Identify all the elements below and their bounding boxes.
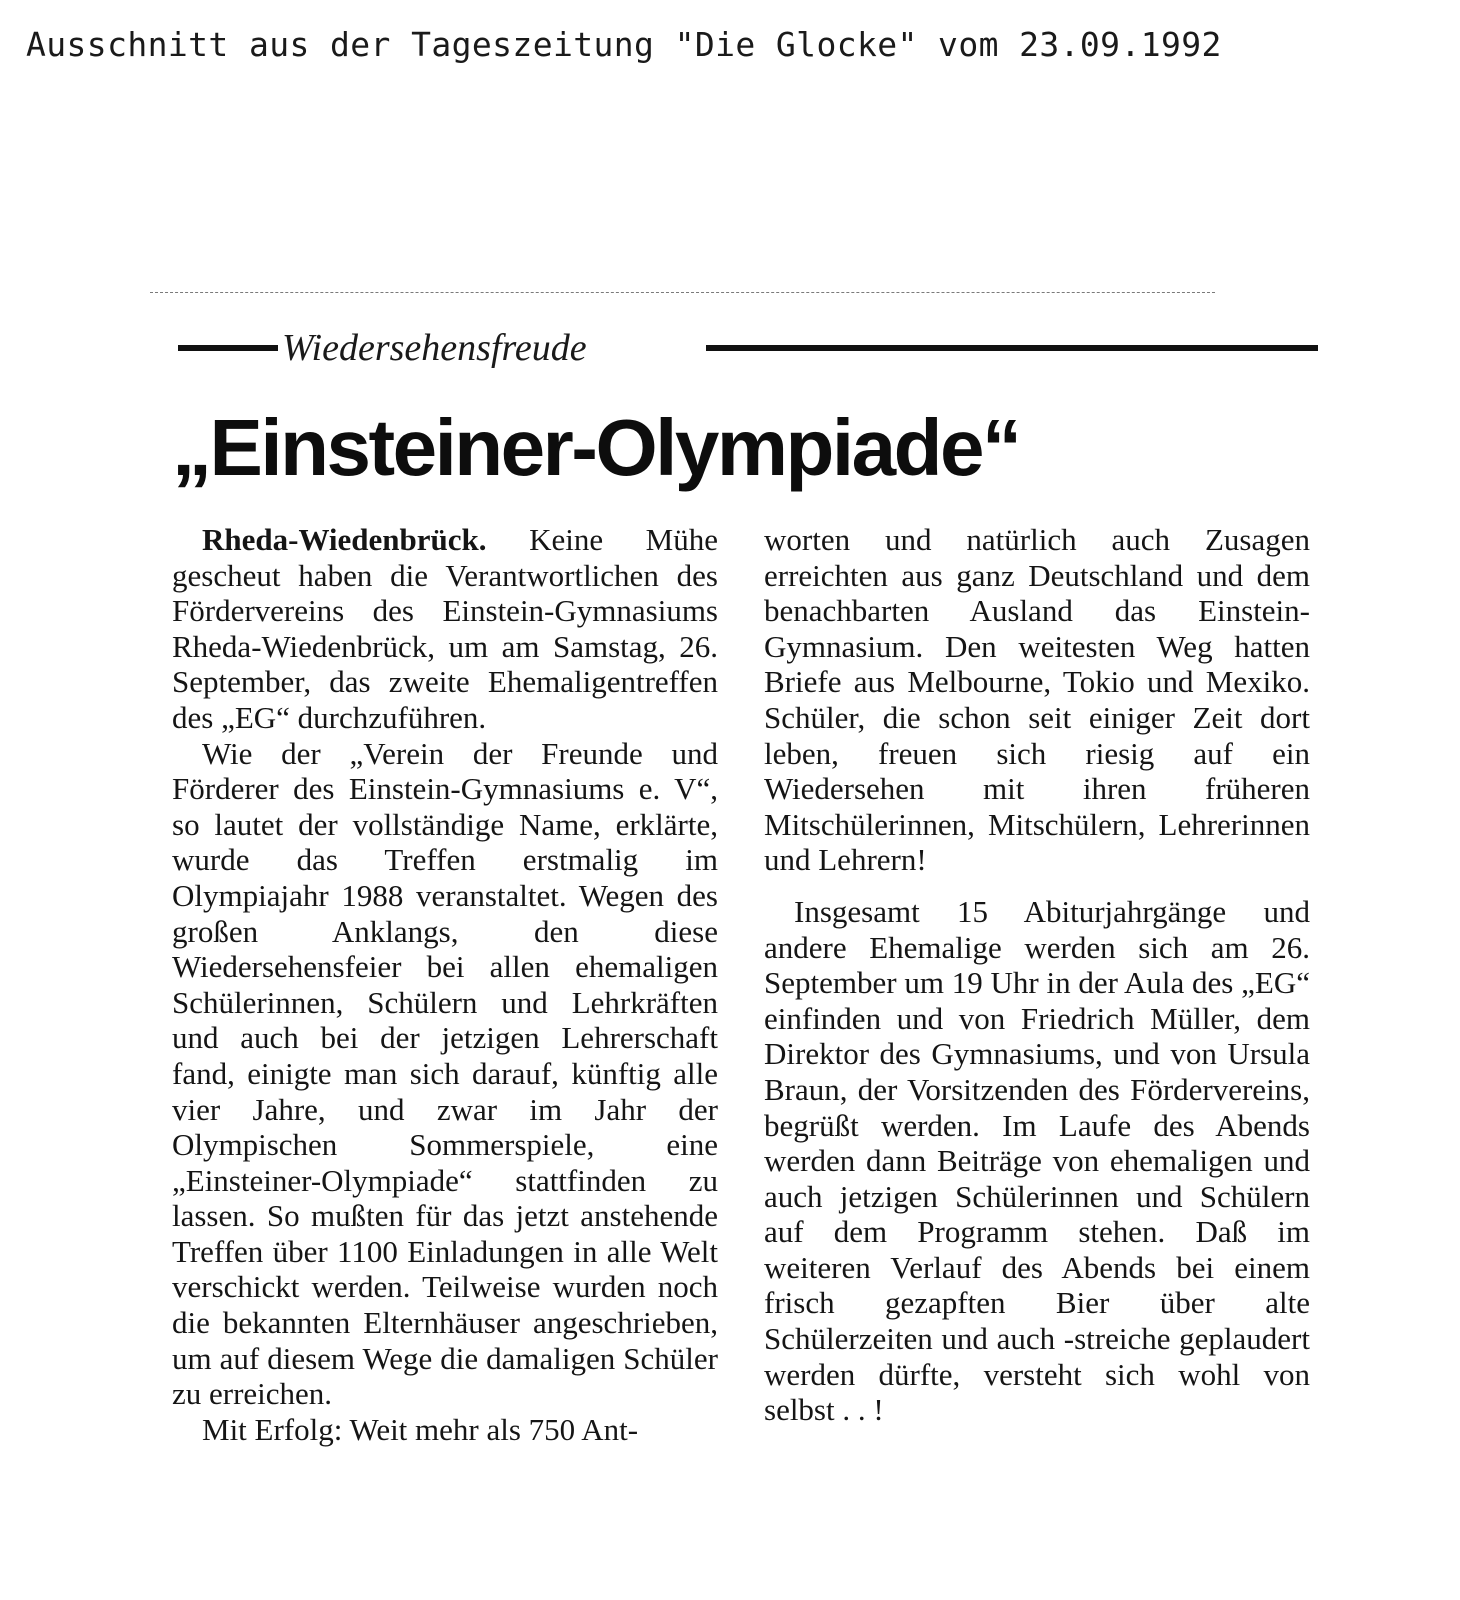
clipping-caption: Ausschnitt aus der Tageszeitung "Die Glocke" vom 23.09.1992 xyxy=(26,25,1222,64)
paragraph-3-start: Mit Erfolg: Weit mehr als 750 Ant- xyxy=(202,1411,639,1447)
paragraph-3-end: worten und natürlich auch Zusagen erreichten aus ganz Deutschland und dem benachbarten Ausland das Einstein-Gymnasium. Den weitesten Weg hatten Briefe aus Melbourne, Tokio und Mexiko. Schüler, die schon seit einiger Zeit dort leben, freuen sich riesig auf ein Wiedersehen mit ihren früheren Mitschülerinnen, Mitschülern, Lehrerinnen und Lehrern! xyxy=(764,522,1310,878)
top-divider xyxy=(150,292,1215,293)
kicker-rule-right xyxy=(706,345,1318,351)
article-column-left xyxy=(172,522,718,1447)
paragraph-4: Insgesamt 15 Abiturjahrgänge und andere Ehemalige werden sich am 26. September um 19 Uhr in der Aula des „EG“ einfinden und von Friedrich Müller, dem Direktor des Gymnasiums, und von Ursula Braun, der Vorsitzenden des Fördervereins, begrüßt werden. Im Laufe des Abends werden dann Beiträge von ehemaligen und auch jetzigen Schülerinnen und Schülern auf dem Programm stehen. Daß im weiteren Verlauf des Abends bei einem frisch gezapften Bier über alte Schülerzeiten und auch -streiche geplaudert werden dürfte, versteht sich wohl von selbst . . ! xyxy=(764,893,1310,1428)
kicker-rule-left xyxy=(178,345,278,351)
paragraph-1-text: Keine Mühe gescheut haben die Verantwortlichen des Fördervereins des Einstein-Gymnasiums Rheda-Wiedenbrück, um am Samstag, 26. September, das zweite Ehemaligentreffen des „EG“ durchzuführen. xyxy=(172,522,718,735)
article-headline: „Einsteiner-Olympiade“ xyxy=(172,403,1020,492)
paragraph-2: Wie der „Verein der Freunde und Förderer des Einstein-Gymnasiums e. V“, so lautet der vollständige Name, erklärte, wurde das Treffen erstmalig im Olympiajahr 1988 veranstaltet. Wegen des großen Anklangs, den diese Wiedersehensfeier bei allen ehemaligen Schülerinnen, Schülern und Lehrkräften und auch bei der jetzigen Lehrerschaft fand, einigte man sich darauf, künftig alle vier Jahre, und zwar im Jahr der Olympischen Sommerspiele, eine „Einsteiner-Olympiade“ stattfinden zu lassen. So mußten für das jetzt anstehende Treffen über 1100 Einladungen in alle Welt verschickt werden. Teilweise wurden noch die bekannten Elternhäuser angeschrieben, um auf diesem Wege die damaligen Schüler zu erreichen. xyxy=(172,735,718,1412)
article-kicker: Wiedersehensfreude xyxy=(282,327,587,369)
article-column-right xyxy=(764,522,1310,1428)
paragraph-1 xyxy=(172,522,718,736)
article-dateline: Rheda-Wiedenbrück. xyxy=(202,522,487,557)
